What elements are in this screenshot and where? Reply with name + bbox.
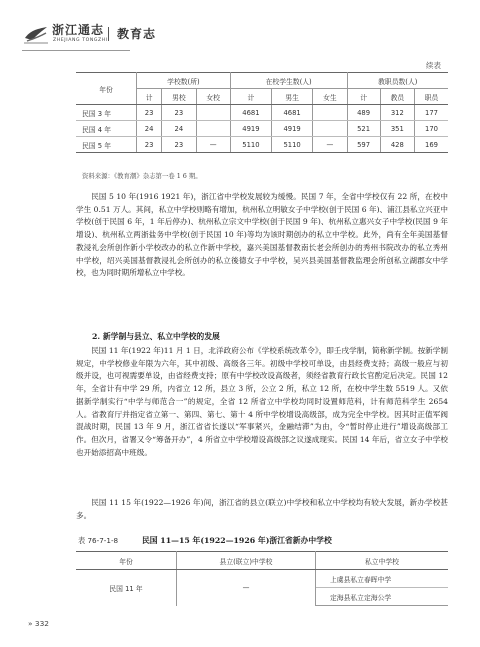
logo-subtitle: ZHEJIANG TONGZHI xyxy=(53,38,108,43)
table-cell: 169 xyxy=(415,137,448,153)
header-divider xyxy=(108,27,109,41)
statistics-table xyxy=(76,72,448,153)
continued-label: 续表 xyxy=(426,61,441,70)
table-cell: 351 xyxy=(380,121,414,137)
year-header: 年份 xyxy=(76,73,137,105)
year-cell: 民国 4 年 xyxy=(76,121,137,137)
table-cell xyxy=(313,105,347,121)
body-paragraph: 民国 5 10 年(1916 1921 年)，浙江省中学校发展较为缓慢。民国 7 年，全省中学校仅有 22 所，在校中学生 0.51 万人。其间，私立中学校则略有增加，杭州私立明敏女子中学校(创于民国 6 年)、浦江县私立兴亚中学校(创于民国 6 年，1 年后停办)、杭州私立宗文中学校(创于民国 9 年)、杭州私立惠兴女子中学校(民国 9 年增设)、杭州私立两浙盐务中学校(创于民国 10 年)等均为该时期创办的私立中学校。此外，尚有全年美国基督教浸礼会所创作新小学校改办的私立作新中学校，嘉兴美国基督教南长老会所创办的秀州书院改办的私立秀州中学校，绍兴美国基督教浸礼会所创办的私立後德女子中学校，吴兴县美国基督教监理会所创私立湖郡女中学校，也为同时期所增私立中学校。 xyxy=(76,192,448,278)
table-cell xyxy=(313,121,347,137)
year-cell: 民国 3 年 xyxy=(76,105,137,121)
col-header: 年份 xyxy=(76,552,177,570)
col-header: 职员 xyxy=(415,89,448,105)
table-cell: 312 xyxy=(380,105,414,121)
header-rule xyxy=(22,50,130,51)
new-schools-table xyxy=(76,551,448,606)
page-header xyxy=(0,0,480,62)
logo xyxy=(22,19,122,49)
county-school-cell: — xyxy=(177,570,316,606)
col-header: 男校 xyxy=(162,89,196,105)
table-cell: 170 xyxy=(415,121,448,137)
private-school-cell: 上虞县私立春晖中学 xyxy=(316,570,449,588)
table-cell: 489 xyxy=(347,105,380,121)
col-header: 女生 xyxy=(313,89,347,105)
year-cell: 民国 11 年 xyxy=(76,570,177,606)
col-header: 男生 xyxy=(272,89,313,105)
col-header: 计 xyxy=(137,89,162,105)
table-source-note: 资料来源：《教育潮》杂志第一卷 1 6 期。 xyxy=(82,172,202,180)
table-row xyxy=(76,105,448,121)
table-cell: 521 xyxy=(347,121,380,137)
page-number-value: 332 xyxy=(34,619,49,628)
col-header: 教员 xyxy=(380,89,414,105)
col-header: 私立中学校 xyxy=(316,552,449,570)
table-cell: 4919 xyxy=(230,121,271,137)
table-row xyxy=(76,121,448,137)
table-cell: 5110 xyxy=(272,137,313,153)
group-header: 在校学生数(人) xyxy=(230,73,347,89)
table-cell: 24 xyxy=(137,121,162,137)
page-number xyxy=(28,619,49,628)
table-cell: 23 xyxy=(162,137,196,153)
table-cell: 23 xyxy=(137,137,162,153)
col-header: 县立(联立)中学校 xyxy=(177,552,316,570)
group-header: 教职员数(人) xyxy=(347,73,448,89)
table-cell xyxy=(196,121,230,137)
table-cell: 4919 xyxy=(272,121,313,137)
table-cell: — xyxy=(313,137,347,153)
table-cell: 597 xyxy=(347,137,380,153)
table-cell: 5110 xyxy=(230,137,271,153)
table-number: 表 76-7-1-8 xyxy=(78,536,119,545)
body-paragraph: 民国 11 年(1922 年)11 月 1 日，北洋政府公布《学校系统改革令》，即壬戌学制，简称新学制。按新学制规定，中学校修业年限为六年，其中初级、高级各三年。初级中学校可单设，由县经费支持；高级一般应与初级并设，也可视需要单设，由省经费支持；原有中学校改设高级者，须经省教育行政长官酌定后决定。民国 12 年，全省计有中学 29 所，内省立 12 所，县立 3 所，公立 2 所，私立 12 所，在校中学生数 5519 人。又依据新学制实行“中学与师范合一”的规定，全省 12 所省立中学校均同时设置师范科，计有师范科学生 2654 人。省教育厅并指定省立第一、第四、第七、第十 4 所中学校增设高级部，成为完全中学校。因其时正值军阀混战时期，民国 13 年 9 月，浙江省省长遂以“军事紧兴，金融结滞”为由，令“暂时停止进行”增设高级部工作。但次月，省署又令“筹备开办”，4 所省立中学校增设高级部之议遂成现实。民国 14 年后，省立女子中学校也开始添招高中班级。 xyxy=(76,346,448,457)
table-cell: — xyxy=(196,137,230,153)
table-cell: 24 xyxy=(162,121,196,137)
body-paragraph: 民国 11 15 年(1922—1926 年)间，浙江省的县立(联立)中学校和私立中学校均有较大发展，新办学校甚多。 xyxy=(76,498,448,520)
table-cell: 177 xyxy=(415,105,448,121)
col-header: 计 xyxy=(230,89,271,105)
table-cell: 4681 xyxy=(272,105,313,121)
col-header: 计 xyxy=(347,89,380,105)
section-subheading: 2. 新学制与县立、私立中学校的发展 xyxy=(92,332,220,341)
table-cell: 23 xyxy=(162,105,196,121)
table-cell: 4681 xyxy=(230,105,271,121)
year-cell: 民国 5 年 xyxy=(76,137,137,153)
table-row xyxy=(76,570,448,588)
table-caption: 民国 11—15 年(1922—1926 年)浙江省新办中学校 xyxy=(142,536,332,545)
table-cell: 428 xyxy=(380,137,414,153)
table-row xyxy=(76,137,448,153)
scroll-emblem-icon xyxy=(22,19,50,47)
logo-title: 浙江通志 xyxy=(52,23,105,37)
group-header: 学校数(所) xyxy=(137,73,231,89)
private-school-cell: 定海县私立定海公学 xyxy=(316,588,449,606)
section-title: 教育志 xyxy=(117,27,157,41)
col-header: 女校 xyxy=(196,89,230,105)
page-marker-icon: » xyxy=(28,619,33,628)
table-cell: 23 xyxy=(137,105,162,121)
table-cell xyxy=(196,105,230,121)
